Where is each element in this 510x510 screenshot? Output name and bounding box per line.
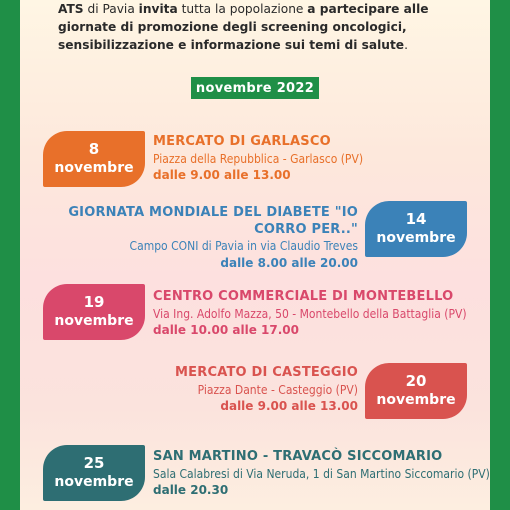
month-badge: novembre 2022 <box>191 77 319 99</box>
date-day: 14 <box>405 210 427 228</box>
event-garlasco <box>153 134 363 184</box>
intro-di-pavia: di Pavia <box>83 2 139 16</box>
date-pill-8 <box>43 131 145 187</box>
date-pill-14 <box>365 201 467 257</box>
content-panel <box>20 0 490 510</box>
date-day: 19 <box>83 293 105 311</box>
event-place: Sala Calabresi di Via Neruda, 1 di San Martino Siccomario (PV) <box>153 466 490 481</box>
date-pill-19 <box>43 284 145 340</box>
event-time: dalle 9.00 alle 13.00 <box>153 168 291 182</box>
date-month: novembre <box>54 160 134 176</box>
intro-invita: invita <box>138 2 178 16</box>
event-title: SAN MARTINO - TRAVACÒ SICCOMARIO <box>153 449 443 464</box>
intro-period: . <box>404 38 408 52</box>
intro-ats: ATS <box>58 2 84 16</box>
intro-invitation: a partecipare alle giornate di promozione degli screening oncologici, sensibilizzazione e informazione sui temi di salute <box>58 2 429 52</box>
event-time: dalle 8.00 alle 20.00 <box>220 255 358 270</box>
date-month: novembre <box>54 313 134 329</box>
event-montebello <box>153 289 467 339</box>
event-title: MERCATO DI GARLASCO <box>153 134 331 149</box>
date-pill-25 <box>43 445 145 501</box>
date-pill-20 <box>365 363 467 419</box>
event-time: dalle 20.30 <box>153 483 229 497</box>
event-place: Piazza della Repubblica - Garlasco (PV) <box>153 151 364 166</box>
intro-popolazione: tutta la popolazione <box>177 2 308 16</box>
event-casteggio <box>20 365 358 415</box>
event-time: dalle 10.00 alle 17.00 <box>153 323 299 337</box>
date-month: novembre <box>376 230 456 246</box>
event-place: Piazza Dante - Casteggio (PV) <box>197 382 358 397</box>
date-month: novembre <box>376 392 456 408</box>
date-day: 8 <box>88 140 100 158</box>
event-time: dalle 9.00 alle 13.00 <box>220 399 358 413</box>
intro-text <box>58 0 478 54</box>
event-place: Campo CONI di Pavia in via Claudio Treves <box>129 239 358 253</box>
event-place: Via Ing. Adolfo Mazza, 50 - Montebello della Battaglia (PV) <box>153 306 467 321</box>
event-diabete <box>20 205 358 271</box>
event-title: MERCATO DI CASTEGGIO <box>175 365 358 380</box>
date-day: 25 <box>83 454 105 472</box>
date-month: novembre <box>54 474 134 490</box>
event-san-martino <box>153 449 490 499</box>
date-day: 20 <box>405 372 427 390</box>
event-title: CENTRO COMMERCIALE DI MONTEBELLO <box>153 289 454 304</box>
event-title: GIORNATA MONDIALE DEL DIABETE "IO CORRO PER.." <box>68 205 358 237</box>
